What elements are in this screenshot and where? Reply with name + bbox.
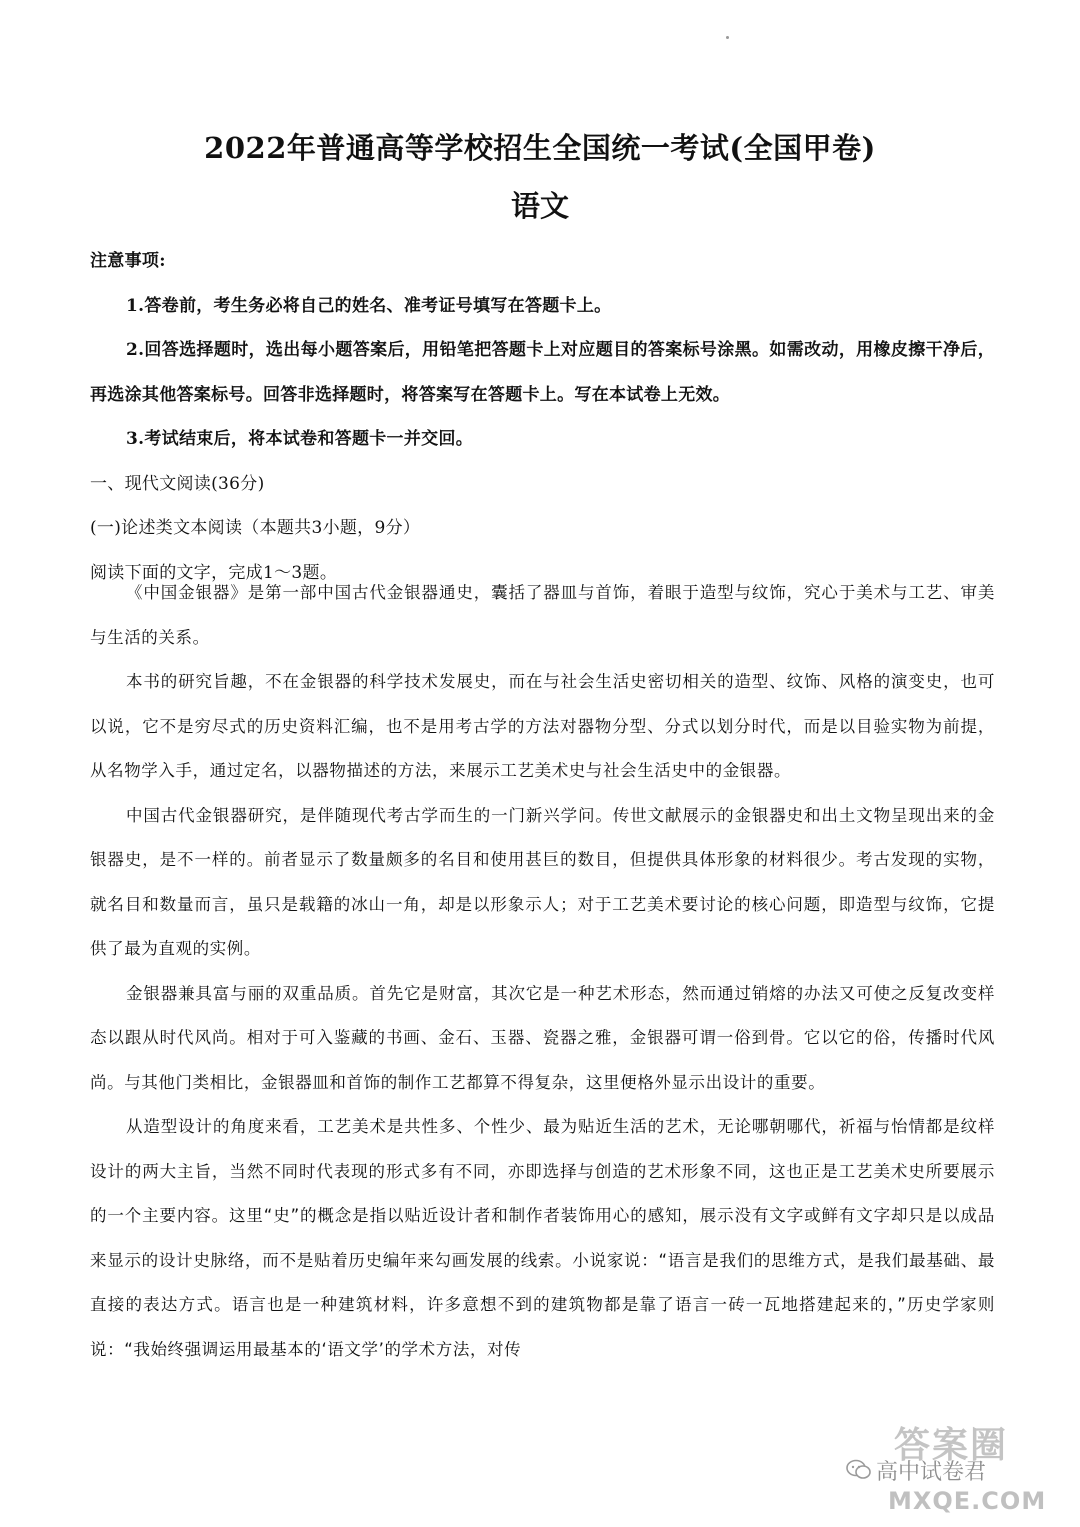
passage-paragraph-1: 《中国金银器》是第一部中国古代金银器通史，囊括了器皿与首饰，着眼于造型与纹饰，究心于美术与工艺、审美与生活的关系。: [90, 583, 995, 647]
section-subpart-heading: (一)论述类文本阅读（本题共3小题，9分）: [90, 518, 421, 538]
reading-passage: [90, 571, 995, 1372]
watermark-account: 高中试卷君: [876, 1460, 987, 1485]
watermark-site: MXQE.COM: [888, 1487, 1047, 1515]
passage-paragraph-3: 中国古代金银器研究，是伴随现代考古学而生的一门新兴学问。传世文献展示的金银器史和出土文物呈现出来的金银器史，是不一样的。前者显示了数量颇多的名目和使用甚巨的数目，但提供具体形象的材料很少。考古发现的实物，就名目和数量而言，虽只是载籍的冰山一角，却是以形象示人；对于工艺美术要讨论的核心问题，即造型与纹饰，它提供了最为直观的实例。: [90, 805, 995, 958]
passage-paragraph-2: 本书的研究旨趣，不在金银器的科学技术发展史，而在与社会生活史密切相关的造型、纹饰、风格的演变史，也可以说，它不是穷尽式的历史资料汇编，也不是用考古学的方法对器物分型、分式以划分时代，而是以目验实物为前提，从名物学入手，通过定名，以器物描述的方法，来展示工艺美术史与社会生活史中的金银器。: [90, 672, 995, 780]
section-instruction: 阅读下面的文字，完成1～3题。: [90, 562, 338, 583]
section-part-heading: 一、现代文阅读(36分): [90, 473, 265, 494]
notice-item-1: 1.答卷前，考生务必将自己的姓名、准考证号填写在答题卡上。: [126, 295, 612, 316]
passage-paragraph-5: 从造型设计的角度来看，工艺美术是共性多、个性少、最为贴近生活的艺术，无论哪朝哪代，祈福与怡情都是纹样设计的两大主旨，当然不同时代表现的形式多有不同，亦即选择与创造的艺术形象不同，这也正是工艺美术史所要展示的一个主要内容。这里“史”的概念是指以贴近设计者和制作者装饰用心的感知，展示没有文字或鲜有文字却只是以成品来显示的设计史脉络，而不是贴着历史编年来勾画发展的线索。小说家说：“语言是我们的思维方式，是我们最基础、最直接的表达方式。语言也是一种建筑材料，许多意想不到的建筑物都是靠了语言一砖一瓦地搭建起来的，”历史学家则说：“我始终强调运用最基本的‘语文学’的学术方法，对传: [90, 1117, 995, 1359]
notice-item-2: 2.回答选择题时，选出每小题答案后，用铅笔把答题卡上对应题目的答案标号涂黑。如需改动，用橡皮擦干净后，再选涂其他答案标号。回答非选择题时，将答案写在答题卡上。写在本试卷上无效。: [90, 340, 995, 405]
passage-paragraph-4: 金银器兼具富与丽的双重品质。首先它是财富，其次它是一种艺术形态，然而通过销熔的办法又可使之反复改变样态以跟从时代风尚。相对于可入鉴藏的书画、金石、玉器、瓷器之雅，金银器可谓一俗到骨。它以它的俗，传播时代风尚。与其他门类相比，金银器皿和首饰的制作工艺都算不得复杂，这里便格外显示出设计的重要。: [90, 983, 995, 1092]
exam-title: 2022年普通高等学校招生全国统一考试(全国甲卷): [204, 131, 876, 165]
watermark-brand: 答案圈: [894, 1425, 1009, 1466]
watermark: [842, 1417, 1052, 1517]
exam-subject: 语文: [510, 189, 569, 223]
chat-bubble-icon: [846, 1459, 872, 1481]
notice-item-3: 3.考试结束后，将本试卷和答题卡一并交回。: [126, 429, 474, 449]
notice-heading: 注意事项:: [90, 251, 166, 271]
scan-speck: [726, 36, 729, 39]
notice-section: [90, 239, 995, 595]
